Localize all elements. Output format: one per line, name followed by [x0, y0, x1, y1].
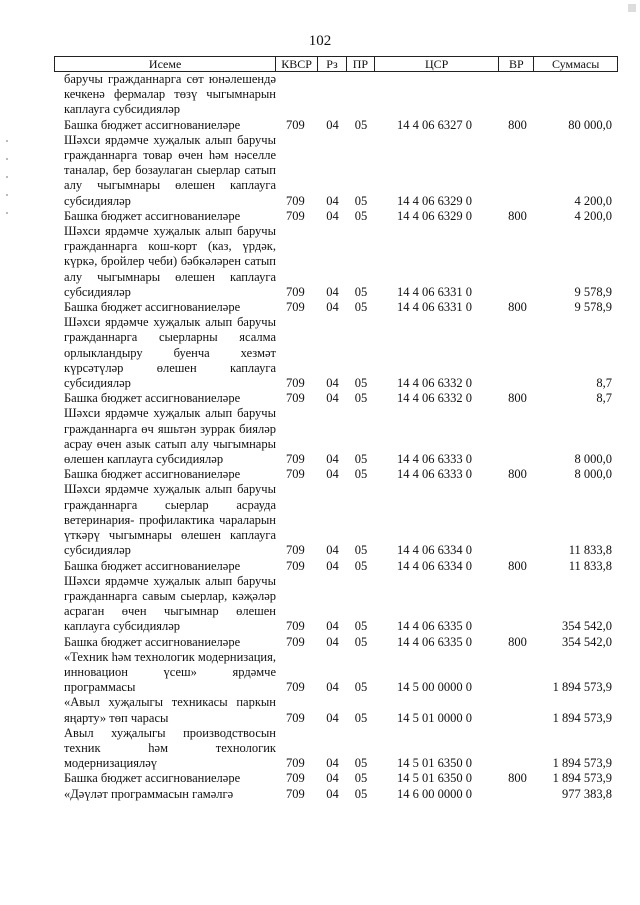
cell-rz: 04	[326, 300, 339, 315]
cell-csr: 14 4 06 6331 0	[397, 300, 472, 315]
table-row	[54, 559, 618, 574]
header-vr: ВР	[499, 57, 534, 71]
cell-rz: 04	[326, 619, 339, 634]
table-row	[54, 300, 618, 315]
cell-csr: 14 4 06 6333 0	[397, 467, 472, 482]
cell-csr: 14 4 06 6335 0	[397, 619, 472, 634]
cell-rz: 04	[326, 543, 339, 558]
cell-rz: 04	[326, 558, 339, 573]
cell-vr: 800	[508, 558, 527, 573]
cell-name: «Дәүләт программасын гамәлгә	[64, 786, 234, 801]
cell-csr: 14 4 06 6332 0	[397, 376, 472, 391]
cell-vr: 800	[508, 634, 527, 649]
table-row	[54, 72, 618, 118]
table-row	[54, 771, 618, 786]
cell-name: Шәхси ярдәмче хуҗалык алып баручы гражданнарга сыерлар асрауда ветеринария- профилактика чараларын үткәрү чыгымнары өлешен каплауга субсидияләр	[64, 482, 276, 558]
cell-pr: 05	[354, 391, 368, 406]
cell-csr: 14 4 06 6334 0	[397, 558, 472, 573]
cell-pr: 05	[354, 786, 368, 801]
table-row	[54, 695, 618, 725]
cell-sum: 1 894 573,9	[552, 680, 612, 695]
cell-kvsr: 709	[286, 543, 305, 558]
cell-kvsr: 709	[286, 284, 305, 299]
cell-vr: 800	[508, 771, 527, 786]
cell-kvsr: 709	[286, 452, 305, 467]
cell-pr: 05	[354, 680, 368, 695]
cell-sum: 977 383,8	[562, 786, 612, 801]
cell-name: Шәхси ярдәмче хуҗалык алып баручы гражданнарга товар өчен һәм нәселле таналар, бер бозаулаган сыерлар сатып алу чыгымнары өлешен каплауга субсидияләр	[64, 132, 276, 208]
cell-pr: 05	[354, 558, 368, 573]
page-number: 102	[308, 33, 332, 49]
cell-kvsr: 709	[286, 786, 305, 801]
table-row	[54, 118, 618, 133]
cell-rz: 04	[326, 771, 339, 786]
scan-speck	[6, 176, 8, 178]
cell-name: Башка бюджет ассигнованиеләре	[64, 634, 241, 649]
cell-sum: 1 894 573,9	[552, 756, 612, 771]
header-rz: Рз	[318, 57, 347, 71]
cell-csr: 14 5 01 0000 0	[397, 710, 472, 725]
cell-rz: 04	[326, 284, 339, 299]
table-row	[54, 574, 618, 635]
header-sum: Суммасы	[551, 57, 600, 71]
cell-vr: 800	[508, 117, 527, 132]
cell-sum: 9 578,9	[574, 300, 612, 315]
table-row	[54, 406, 618, 467]
cell-name: Башка бюджет ассигнованиеләре	[64, 300, 241, 315]
cell-kvsr: 709	[286, 756, 305, 771]
scan-speck	[6, 158, 8, 160]
cell-name: Башка бюджет ассигнованиеләре	[64, 467, 241, 482]
cell-pr: 05	[354, 756, 368, 771]
table-row	[54, 315, 618, 391]
cell-rz: 04	[326, 467, 339, 482]
cell-kvsr: 709	[286, 558, 305, 573]
cell-csr: 14 6 00 0000 0	[397, 786, 472, 801]
cell-pr: 05	[354, 284, 368, 299]
table-row	[54, 726, 618, 772]
cell-vr: 800	[508, 391, 527, 406]
table-body	[54, 72, 618, 802]
cell-sum: 1 894 573,9	[552, 771, 612, 786]
scan-speck	[6, 212, 8, 214]
header-csr: ЦСР	[375, 57, 500, 71]
cell-vr: 800	[508, 467, 527, 482]
cell-name: «Техник һәм технологик модернизация, инновацион үсеш» ярдәмче программасы	[64, 649, 276, 695]
cell-vr: 800	[508, 208, 527, 223]
cell-csr: 14 5 01 6350 0	[397, 756, 472, 771]
cell-kvsr: 709	[286, 300, 305, 315]
header-pr: ПР	[347, 57, 375, 71]
scan-speck	[6, 194, 8, 196]
cell-pr: 05	[354, 452, 368, 467]
cell-name: Башка бюджет ассигнованиеләре	[64, 208, 241, 223]
cell-csr: 14 4 06 6334 0	[397, 543, 472, 558]
cell-sum: 1 894 573,9	[552, 710, 612, 725]
cell-pr: 05	[354, 543, 368, 558]
table-row	[54, 224, 618, 300]
cell-pr: 05	[354, 208, 368, 223]
cell-rz: 04	[326, 391, 339, 406]
cell-csr: 14 5 00 0000 0	[397, 680, 472, 695]
cell-name: «Авыл хуҗалыгы техникасы паркын яңарту» төп чарасы	[64, 695, 276, 725]
cell-sum: 11 833,8	[568, 543, 612, 558]
cell-rz: 04	[326, 710, 339, 725]
cell-sum: 8,7	[596, 391, 612, 406]
cell-kvsr: 709	[286, 193, 305, 208]
cell-name: Башка бюджет ассигнованиеләре	[64, 771, 241, 786]
cell-pr: 05	[354, 467, 368, 482]
table-row	[54, 391, 618, 406]
cell-kvsr: 709	[286, 117, 305, 132]
cell-rz: 04	[326, 117, 339, 132]
table-row	[54, 467, 618, 482]
cell-csr: 14 4 06 6331 0	[397, 284, 472, 299]
cell-name: Шәхси ярдәмче хуҗалык алып баручы гражданнарга савым сыерлар, кәҗәләр асраган өчен чыгымнар өлешен каплауга субсидияләр	[64, 573, 276, 634]
cell-name: баручы гражданнарга сөт юнәлешендә кечкенә фермалар төзү чыгымнарын каплауга субсидияләр	[64, 72, 276, 117]
cell-sum: 8,7	[596, 376, 612, 391]
cell-rz: 04	[326, 208, 339, 223]
scan-speck	[6, 140, 8, 142]
cell-sum: 8 000,0	[574, 467, 612, 482]
cell-kvsr: 709	[286, 391, 305, 406]
cell-vr: 800	[508, 300, 527, 315]
cell-rz: 04	[326, 376, 339, 391]
cell-pr: 05	[354, 376, 368, 391]
cell-sum: 9 578,9	[574, 284, 612, 299]
cell-csr: 14 4 06 6333 0	[397, 452, 472, 467]
cell-kvsr: 709	[286, 208, 305, 223]
cell-rz: 04	[326, 756, 339, 771]
cell-name: Шәхси ярдәмче хуҗалык алып баручы гражданнарга кош-корт (каз, үрдәк, күркә, бройлер чеби) бәбкәләрен сатып алу чыгымнары өлешен каплауга субсидияләр	[64, 224, 276, 299]
cell-pr: 05	[354, 300, 368, 315]
cell-name: Башка бюджет ассигнованиеләре	[64, 391, 241, 406]
cell-sum: 80 000,0	[568, 117, 612, 132]
cell-sum: 11 833,8	[568, 558, 612, 573]
cell-pr: 05	[354, 117, 368, 132]
scan-speck	[628, 4, 636, 12]
cell-pr: 05	[354, 771, 368, 786]
cell-sum: 354 542,0	[562, 634, 612, 649]
cell-name: Шәхси ярдәмче хуҗалык алып баручы гражданнарга өч яшьтән зуррак бияләр асрау өчен азык сатып алу чыгымнары өлешен каплауга субсидияләр	[64, 406, 276, 467]
cell-csr: 14 4 06 6332 0	[397, 391, 472, 406]
cell-sum: 4 200,0	[574, 193, 612, 208]
cell-csr: 14 5 01 6350 0	[397, 771, 472, 786]
header-kvsr: КВСР	[276, 57, 318, 71]
cell-pr: 05	[354, 710, 368, 725]
cell-kvsr: 709	[286, 376, 305, 391]
cell-rz: 04	[326, 680, 339, 695]
cell-kvsr: 709	[286, 710, 305, 725]
table-row	[54, 635, 618, 650]
table-row	[54, 787, 618, 802]
cell-name: Шәхси ярдәмче хуҗалык алып баручы гражданнарга сыерларны ясалма орлыкландыру буенча хезмәт күрсәтүләр өлешен каплауга субсидияләр	[64, 315, 276, 391]
cell-rz: 04	[326, 634, 339, 649]
cell-kvsr: 709	[286, 634, 305, 649]
cell-name: Башка бюджет ассигнованиеләре	[64, 558, 241, 573]
cell-sum: 354 542,0	[562, 619, 612, 634]
table-row	[54, 650, 618, 696]
cell-kvsr: 709	[286, 467, 305, 482]
cell-csr: 14 4 06 6329 0	[397, 208, 472, 223]
cell-pr: 05	[354, 634, 368, 649]
cell-sum: 8 000,0	[574, 452, 612, 467]
cell-pr: 05	[354, 193, 368, 208]
cell-rz: 04	[326, 452, 339, 467]
cell-name: Башка бюджет ассигнованиеләре	[64, 117, 241, 132]
cell-pr: 05	[354, 619, 368, 634]
cell-csr: 14 4 06 6335 0	[397, 634, 472, 649]
cell-sum: 4 200,0	[574, 208, 612, 223]
cell-kvsr: 709	[286, 771, 305, 786]
cell-rz: 04	[326, 193, 339, 208]
table-row	[54, 133, 618, 209]
cell-rz: 04	[326, 786, 339, 801]
table-row	[54, 482, 618, 558]
cell-kvsr: 709	[286, 680, 305, 695]
cell-kvsr: 709	[286, 619, 305, 634]
cell-csr: 14 4 06 6329 0	[397, 193, 472, 208]
table-row	[54, 209, 618, 224]
cell-csr: 14 4 06 6327 0	[397, 117, 472, 132]
table-header	[54, 56, 618, 72]
cell-name: Авыл хуҗалыгы производствосын техник һәм технологик модернизацияләү	[64, 725, 276, 771]
header-name: Исеме	[55, 57, 276, 71]
